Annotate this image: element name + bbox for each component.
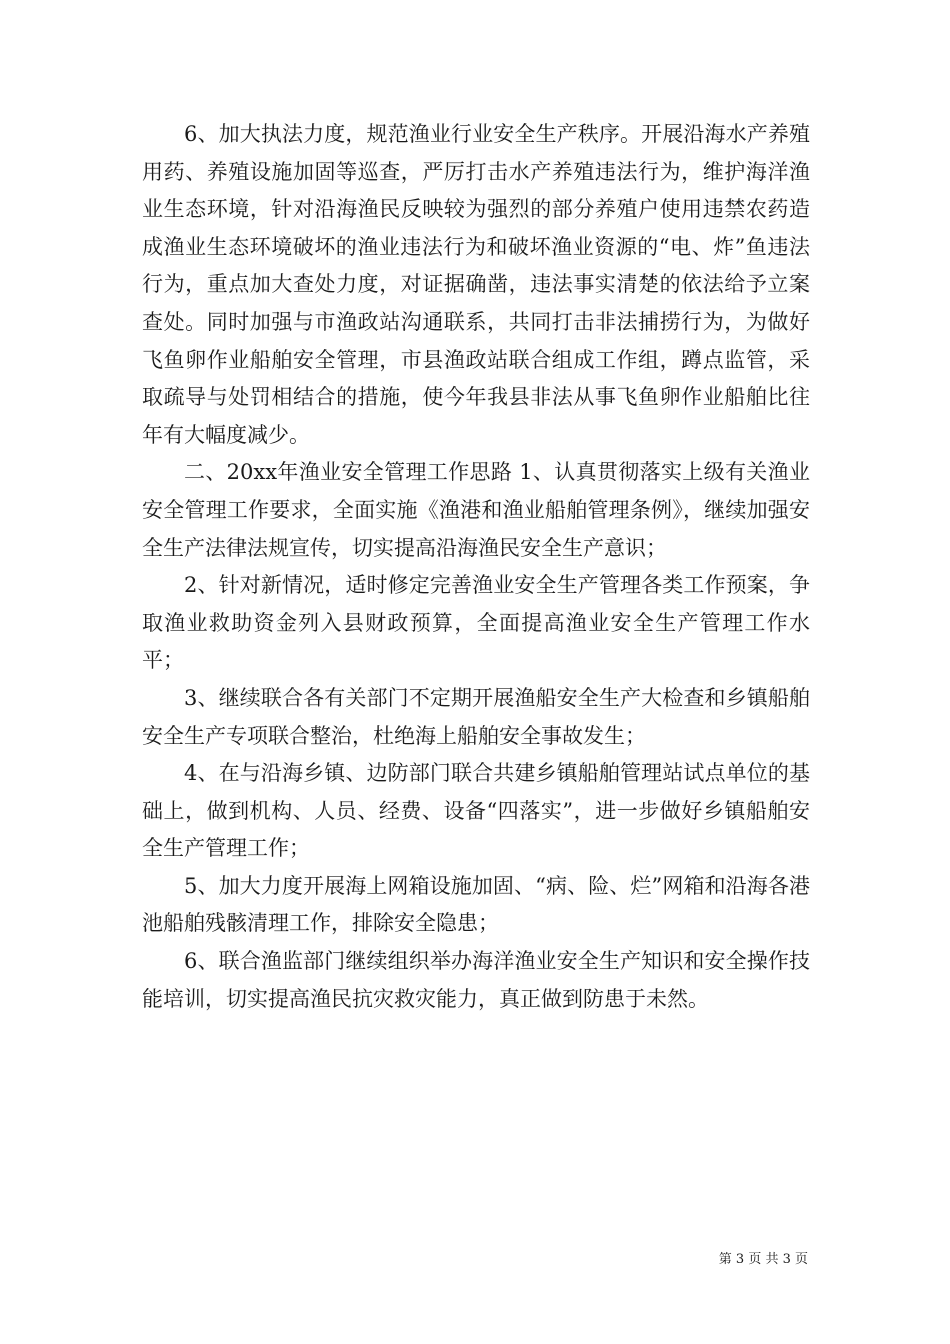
- paragraph-work-plan-item-2: 2、针对新情况，适时修定完善渔业安全生产管理各类工作预案，争取渔业救助资金列入县财政预算，全面提高渔业安全生产管理工作水平；: [142, 573, 810, 673]
- paragraph-work-plan-item-5: 5、加大力度开展海上网箱设施加固、“病、险、烂”网箱和沿海各港池船舶残骸清理工作，排除安全隐患；: [142, 873, 810, 936]
- paragraph-work-plan-item-6: 6、联合渔监部门继续组织举办海洋渔业安全生产知识和安全操作技能培训，切实提高渔民抗灾救灾能力，真正做到防患于未然。: [142, 949, 810, 1011]
- document-body: [142, 116, 810, 1018]
- paragraph-work-plan-item-4: 4、在与沿海乡镇、边防部门联合共建乡镇船舶管理站试点单位的基础上，做到机构、人员、经费、设备“四落实”，进一步做好乡镇船舶安全生产管理工作；: [142, 761, 810, 861]
- page-number: 第 3 页 共 3 页: [718, 1252, 808, 1267]
- paragraph-work-plan-item-3: 3、继续联合各有关部门不定期开展渔船安全生产大检查和乡镇船舶安全生产专项联合整治，杜绝海上船舶安全事故发生；: [142, 685, 810, 748]
- paragraph-work-plan-item-1: 二、20xx年渔业安全管理工作思路 1、认真贯彻落实上级有关渔业安全管理工作要求，全面实施《渔港和渔业船舶管理条例》，继续加强安全生产法律法规宣传，切实提高沿海渔民安全生产意识；: [142, 460, 810, 560]
- paragraph-enforcement: 6、加大执法力度，规范渔业行业安全生产秩序。开展沿海水产养殖用药、养殖设施加固等巡查，严厉打击水产养殖违法行为，维护海洋渔业生态环境，针对沿海渔民反映较为强烈的部分养殖户使用违禁农药造成渔业生态环境破坏的渔业违法行为和破坏渔业资源的“电、炸”鱼违法行为，重点加大查处力度，对证据确凿，违法事实清楚的依法给予立案查处。同时加强与市渔政站沟通联系，共同打击非法捕捞行为，为做好飞鱼卵作业船舶安全管理，市县渔政站联合组成工作组，蹲点监管，采取疏导与处罚相结合的措施，使今年我县非法从事飞鱼卵作业船舶比往年有大幅度减少。: [142, 122, 810, 447]
